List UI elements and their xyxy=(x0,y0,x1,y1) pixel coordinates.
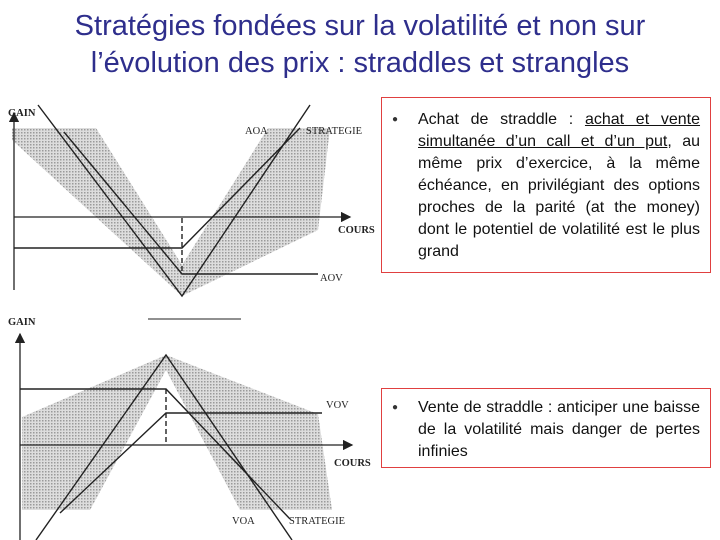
bottom-shaded-area xyxy=(22,355,332,510)
top-payoff-diagram xyxy=(8,105,375,296)
bottom-voa-label: VOA xyxy=(232,516,255,527)
straddle-payoff-diagrams xyxy=(0,95,380,540)
top-shaded-area xyxy=(12,128,330,296)
vente-straddle-text: Vente de straddle : anticiper une baisse de la volatilité mais danger de pertes infinies xyxy=(418,399,700,460)
title-line-1: Stratégies fondées sur la volatilité et non sur xyxy=(74,10,646,42)
bottom-payoff-diagram xyxy=(8,317,371,540)
bottom-strategie-label: STRATEGIE xyxy=(289,516,345,527)
achat-straddle-suffix: , au même prix d’exercice, à la même échéance, en privilégiant des options proches de la parité (at the money) dont le potentiel de volatilité est le plus grand xyxy=(418,133,700,260)
page-title xyxy=(0,8,720,82)
bullet-icon: ● xyxy=(392,114,399,125)
bullet-icon: ● xyxy=(392,402,399,413)
vente-straddle-box xyxy=(381,388,711,468)
top-aov-label: AOV xyxy=(320,273,343,284)
top-aoa-label: AOA xyxy=(245,126,268,137)
top-cours-label: COURS xyxy=(338,225,375,236)
bottom-vov-label: VOV xyxy=(326,400,349,411)
top-strategie-label: STRATEGIE xyxy=(306,126,362,137)
achat-straddle-box xyxy=(381,97,711,273)
achat-straddle-prefix: Achat de straddle : xyxy=(418,111,585,128)
achat-straddle-underlined: achat et vente simultanée d’un call et d’un put xyxy=(418,111,701,150)
bottom-cours-label: COURS xyxy=(334,458,371,469)
title-line-2: l’évolution des prix : straddles et strangles xyxy=(90,47,630,79)
bottom-gain-label: GAIN xyxy=(8,317,36,328)
achat-straddle-text xyxy=(418,109,700,263)
top-gain-label: GAIN xyxy=(8,108,36,119)
